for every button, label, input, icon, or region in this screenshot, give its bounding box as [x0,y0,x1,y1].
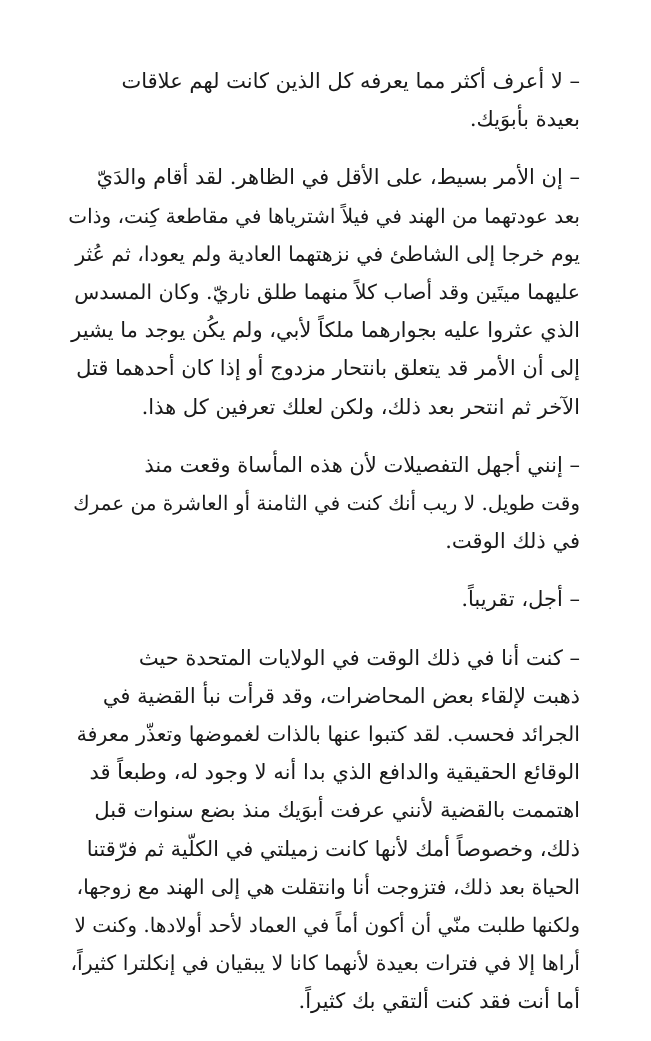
text-line: الوقائع الحقيقية والدافع الذي بدا أنه لا وجود له، وطبعاً قد [89,760,580,785]
paragraph-3 [66,446,580,561]
text-line: ذلك، وخصوصاً أمك لأنها كانت زميلتي في الكلّية ثم فرّقتنا [86,836,580,861]
text-line: بعيدة بأبوَيك. [469,107,580,132]
text-line: يوم خرجا إلى الشاطئ في نزهتهما العادية ولم يعودا، ثم عُثر [75,241,580,266]
paragraph-1 [66,62,580,138]
text-line: – إن الأمر بسيط، على الأقل في الظاهر. لقد أقام والدَيّ [96,165,580,190]
text-line: – كنت أنا في ذلك الوقت في الولايات المتحدة حيث [138,645,580,670]
text-line: الذي عثروا عليه بجوارهما ملكاً لأبي، ولم يكُن يوجد ما يشير [71,318,580,343]
text-line: ولكنها طلبت منّي أن أكون أماً في العماد لأحد أولادها. وكنت لا [74,913,580,938]
text-line: الآخر ثم انتحر بعد ذلك، ولكن لعلك تعرفين كل هذا. [141,394,580,419]
text-line: الجرائد فحسب. لقد كتبوا عنها بالذات لغموضها وتعذّر معرفة [76,722,580,747]
paragraph-4 [66,580,580,618]
book-page [66,62,580,1041]
text-line: – أجل، تقريباً. [461,587,580,612]
text-line: وقت طويل. لا ريب أنك كنت في الثامنة أو العاشرة من عمرك [73,491,580,516]
text-line: إلى أن الأمر قد يتعلق بانتحار مزدوج أو إذا كان أحدهما قتل [76,356,580,381]
text-line: أما أنت فقد كنت ألتقي بك كثيراً. [298,989,580,1014]
text-line: أراها إلا في فترات بعيدة لأنهما كانا لا يبقيان في إنكلترا كثيراً، [70,951,580,976]
paragraph-5 [66,639,580,1021]
text-line: بعد عودتهما من الهند في فيلاً اشترياها في مقاطعة كِنت، وذات [68,203,580,228]
text-line: – لا أعرف أكثر مما يعرفه كل الذين كانت لهم علاقات [121,69,580,93]
paragraph-2 [66,158,580,425]
text-line: – إنني أجهل التفصيلات لأن هذه المأساة وقعت منذ [144,452,580,477]
text-line: الحياة بعد ذلك، فتزوجت أنا وانتقلت هي إلى الهند مع زوجها، [76,874,580,899]
text-line: ذهبت لإلقاء بعض المحاضرات، وقد قرأت نبأ القضية في [102,683,580,708]
text-line: اهتممت بالقضية لأنني عرفت أبوَيك منذ بضع سنوات قبل [94,798,580,823]
text-line: في ذلك الوقت. [445,529,580,554]
text-line: عليهما ميتَين وقد أصاب كلاً منهما طلق ناريّ. وكان المسدس [74,280,580,305]
